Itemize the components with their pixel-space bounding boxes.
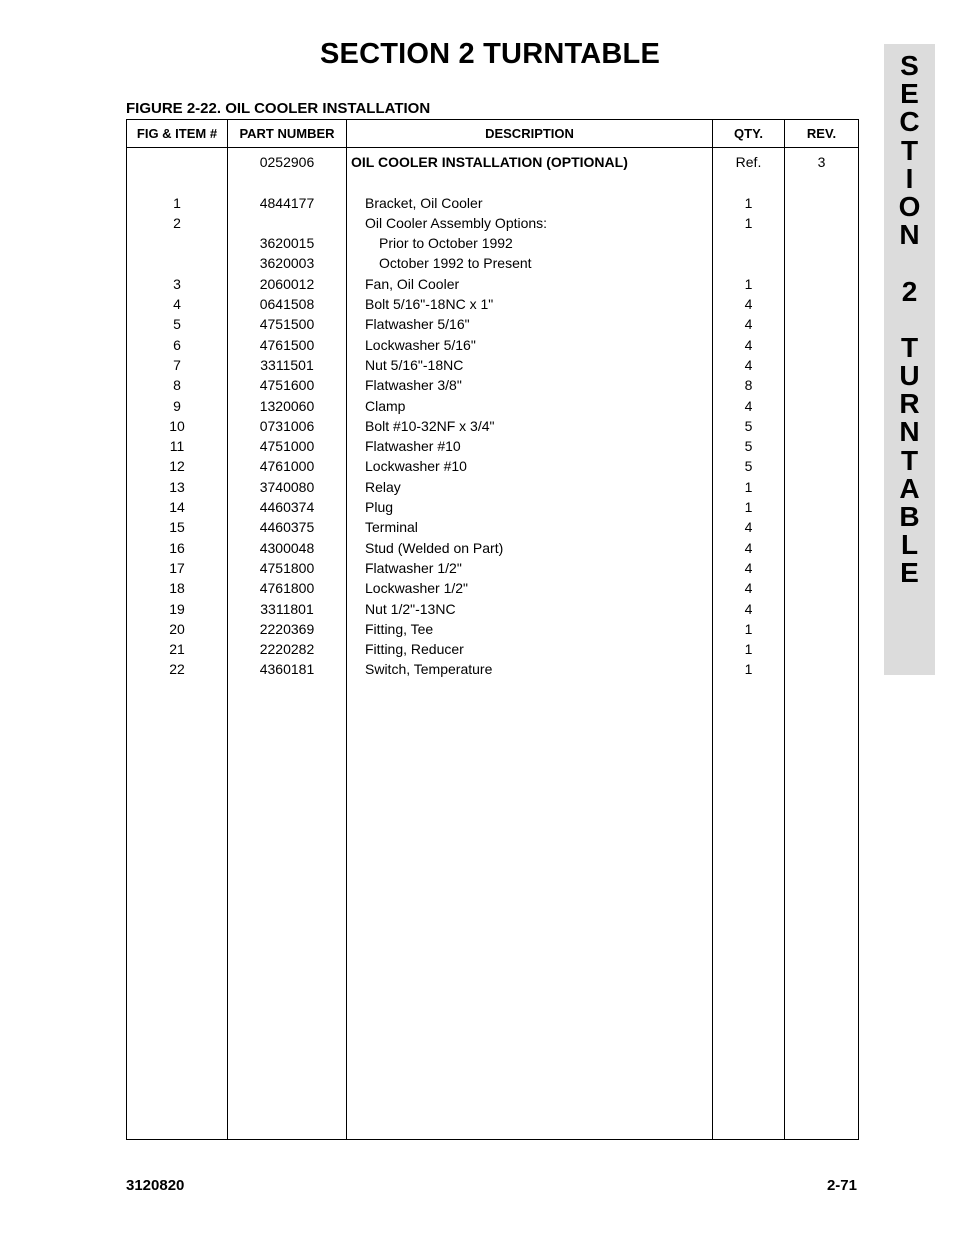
row-part-number: 3311501 (260, 356, 314, 373)
row-revision (785, 355, 858, 375)
row-item-number: 17 (169, 559, 185, 576)
row-quantity: 1 (744, 194, 753, 211)
row-revision (785, 314, 858, 334)
row-description: Stud (Welded on Part) (365, 539, 504, 556)
row-item-number: 2 (173, 214, 181, 231)
header-fig-item: FIG & ITEM # (127, 120, 228, 148)
row-item-number (127, 172, 227, 192)
side-tab-letter: S (900, 50, 919, 81)
row-part-number: 4360181 (259, 661, 315, 678)
row-quantity: 4 (744, 296, 753, 313)
row-part-number: 4761500 (259, 336, 315, 353)
row-revision (785, 416, 858, 436)
row-quantity: 5 (744, 417, 753, 434)
row-item-number: 4 (173, 296, 181, 313)
row-part-number: 3740080 (259, 478, 315, 495)
row-item-number: 7 (173, 356, 181, 373)
row-quantity: 4 (744, 539, 753, 556)
row-revision (785, 274, 858, 294)
row-part-number: 1320060 (259, 397, 315, 414)
row-item-number: 5 (173, 316, 181, 333)
row-part-number: 2220369 (259, 620, 315, 637)
row-quantity: 4 (744, 580, 753, 597)
row-description: Relay (365, 478, 401, 495)
part-number-column (228, 148, 347, 1140)
row-revision (785, 233, 858, 253)
row-item-number: 10 (169, 417, 185, 434)
side-tab-letter: U (899, 360, 920, 392)
row-quantity: 4 (744, 316, 753, 333)
row-quantity: Ref. (735, 154, 762, 170)
row-quantity: 1 (744, 478, 753, 495)
row-part-number: 0252906 (259, 154, 315, 170)
row-description: Clamp (365, 397, 406, 414)
row-description: Flatwasher 1/2" (365, 559, 462, 576)
row-quantity: 8 (744, 377, 753, 394)
row-description: Fitting, Tee (365, 620, 434, 637)
row-description: OIL COOLER INSTALLATION (OPTIONAL) (351, 154, 628, 170)
row-part-number: 4300048 (259, 539, 315, 556)
side-tab-letter: N (899, 416, 920, 448)
side-tab-letter: N (899, 219, 920, 251)
row-part-number: 4751000 (259, 438, 315, 455)
row-revision (785, 172, 858, 192)
row-description: Flatwasher #10 (365, 438, 461, 455)
side-tab-letter: E (900, 78, 919, 110)
row-quantity: 4 (744, 519, 753, 536)
row-revision (785, 619, 858, 639)
side-tab-letter: 2 (901, 275, 918, 307)
row-quantity: 4 (744, 336, 753, 353)
row-quantity: 5 (744, 458, 753, 475)
row-description: Fitting, Reducer (365, 641, 464, 658)
figure-title: FIGURE 2-22. OIL COOLER INSTALLATION (126, 100, 431, 117)
row-part-number: 4460375 (259, 519, 315, 536)
row-description: Flatwasher 3/8" (365, 377, 462, 394)
row-part-number: 0731006 (259, 417, 315, 434)
row-description: Oil Cooler Assembly Options: (365, 214, 548, 231)
row-quantity: 4 (744, 600, 753, 617)
row-part-number: 2220282 (259, 641, 315, 658)
row-description: Plug (365, 499, 394, 516)
row-revision (785, 335, 858, 355)
side-tab-letter: T (900, 444, 919, 476)
row-part-number: 3620003 (259, 255, 315, 272)
row-item-number: 22 (169, 661, 185, 678)
row-item-number: 8 (173, 377, 181, 394)
row-item-number: 9 (173, 397, 181, 414)
header-part-number: PART NUMBER (228, 120, 347, 148)
header-description: DESCRIPTION (347, 120, 713, 148)
row-part-number: 0641508 (259, 296, 315, 313)
row-item-number: 1 (173, 194, 181, 211)
row-quantity: 1 (744, 214, 753, 231)
row-quantity: 1 (744, 275, 753, 292)
row-revision (785, 456, 858, 476)
row-item-number (127, 233, 227, 253)
row-item-number (127, 253, 227, 273)
parts-table (126, 119, 859, 1140)
header-rev: REV. (785, 120, 859, 148)
row-revision (785, 396, 858, 416)
row-revision (785, 477, 858, 497)
row-quantity: 4 (744, 559, 753, 576)
row-item-number: 20 (169, 620, 185, 637)
row-quantity: 1 (744, 661, 753, 678)
row-part-number: 4844177 (259, 194, 315, 211)
row-quantity: 4 (744, 397, 753, 414)
row-description: Lockwasher #10 (365, 458, 467, 475)
row-item-number (127, 152, 227, 172)
row-quantity: 1 (744, 641, 753, 658)
row-part-number: 3311801 (260, 600, 314, 617)
row-revision (785, 497, 858, 517)
row-part-number: 2060012 (259, 275, 315, 292)
row-revision (785, 375, 858, 395)
row-revision (785, 538, 858, 558)
row-item-number: 15 (169, 519, 185, 536)
row-revision (785, 294, 858, 314)
row-quantity (713, 253, 784, 273)
row-description: Terminal (365, 519, 418, 536)
row-quantity (713, 233, 784, 253)
row-part-number: 4761800 (259, 580, 315, 597)
row-quantity: 1 (744, 620, 753, 637)
row-revision (785, 659, 858, 679)
row-part-number (228, 213, 346, 233)
row-revision (785, 253, 858, 273)
row-part-number: 4460374 (259, 499, 315, 516)
row-description: Prior to October 1992 (379, 235, 513, 252)
document-number: 3120820 (126, 1177, 185, 1194)
row-description (347, 172, 712, 192)
row-revision: 3 (817, 154, 826, 170)
side-tab-letter: A (899, 472, 920, 504)
row-description: Bracket, Oil Cooler (365, 194, 483, 211)
side-tab-letter (884, 306, 935, 334)
row-item-number: 11 (169, 438, 185, 455)
row-part-number (228, 172, 346, 192)
side-tab-letter: L (900, 529, 919, 561)
row-description: Lockwasher 5/16" (365, 336, 476, 353)
row-quantity: 4 (744, 356, 753, 373)
row-item-number: 16 (169, 539, 185, 556)
header-qty: QTY. (713, 120, 785, 148)
row-item-number: 12 (169, 458, 185, 475)
row-part-number: 4751800 (259, 559, 315, 576)
row-revision (785, 599, 858, 619)
side-tab-letter: T (900, 134, 919, 166)
row-item-number: 19 (169, 600, 185, 617)
row-description: Bolt #10-32NF x 3/4" (365, 417, 495, 434)
side-tab-letters (884, 52, 935, 588)
row-item-number: 21 (169, 641, 185, 658)
row-revision (785, 517, 858, 537)
row-revision (785, 578, 858, 598)
description-column (347, 148, 713, 1140)
row-item-number: 13 (169, 478, 185, 495)
side-tab-letter (884, 249, 935, 277)
item-column (127, 148, 228, 1140)
row-revision (785, 213, 858, 233)
side-tab-letter: I (905, 162, 914, 194)
side-tab-letter: E (900, 557, 919, 589)
row-description: Bolt 5/16"-18NC x 1" (365, 296, 494, 313)
qty-column (713, 148, 785, 1140)
row-part-number: 3620015 (259, 235, 315, 252)
row-revision (785, 558, 858, 578)
row-revision (785, 436, 858, 456)
row-revision (785, 639, 858, 659)
side-tab-letter: C (899, 106, 920, 138)
side-tab-letter: O (898, 190, 921, 222)
page-number: 2-71 (826, 1177, 857, 1194)
section-side-tab (884, 44, 935, 675)
row-part-number: 4751600 (259, 377, 315, 394)
row-description: Nut 1/2"-13NC (365, 600, 456, 617)
page-title: SECTION 2 TURNTABLE (320, 38, 660, 70)
side-tab-letter: R (899, 388, 920, 420)
row-part-number: 4751500 (259, 316, 315, 333)
row-part-number: 4761000 (259, 458, 315, 475)
row-quantity: 5 (744, 438, 753, 455)
row-description: October 1992 to Present (379, 255, 532, 272)
row-description: Flatwasher 5/16" (365, 316, 470, 333)
row-revision (785, 193, 858, 213)
row-item-number: 3 (173, 275, 181, 292)
row-item-number: 6 (173, 336, 181, 353)
side-tab-letter: B (899, 501, 920, 532)
rev-column (785, 148, 859, 1140)
side-tab-letter: T (900, 331, 919, 363)
row-description: Fan, Oil Cooler (365, 275, 460, 292)
row-item-number: 18 (169, 580, 185, 597)
table-body-row (127, 148, 859, 1140)
row-description: Nut 5/16"-18NC (365, 356, 464, 373)
row-description: Switch, Temperature (365, 661, 493, 678)
row-description: Lockwasher 1/2" (365, 580, 469, 597)
row-quantity (713, 172, 784, 192)
row-quantity: 1 (744, 499, 753, 516)
table-header-row (127, 120, 859, 148)
row-item-number: 14 (169, 499, 185, 516)
